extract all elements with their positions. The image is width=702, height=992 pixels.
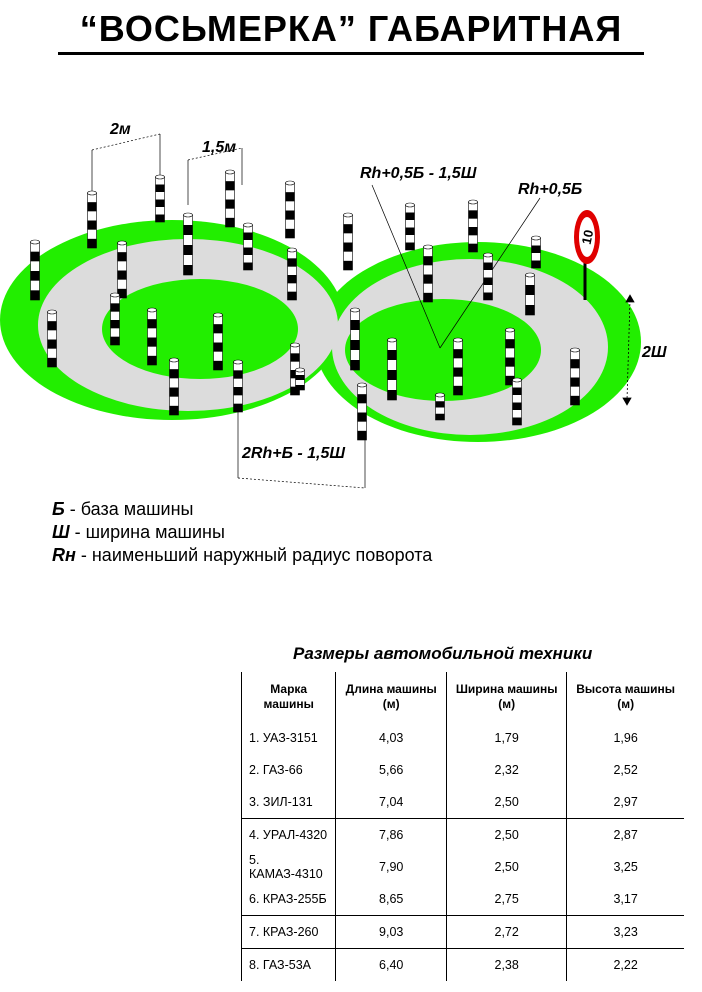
cell-height: 2,97	[567, 786, 684, 819]
dimension-center-distance	[238, 400, 365, 488]
cell-width: 2,38	[447, 949, 567, 982]
cell-height: 2,52	[567, 754, 684, 786]
legend-text: - база машины	[64, 499, 194, 519]
marker-pole	[111, 293, 120, 345]
cell-width: 1,79	[447, 722, 567, 754]
legend-item	[52, 498, 432, 521]
cell-length: 5,66	[336, 754, 447, 786]
marker-pole	[88, 191, 97, 248]
cell-name: 3. ЗИЛ-131	[242, 786, 336, 819]
marker-pole	[48, 310, 57, 367]
marker-pole	[513, 378, 522, 425]
marker-pole	[156, 175, 165, 222]
marker-pole	[469, 200, 478, 252]
cell-length: 6,40	[336, 949, 447, 982]
marker-pole	[31, 240, 40, 300]
cell-name: 8. ГАЗ-53А	[242, 949, 336, 982]
marker-pole	[526, 273, 535, 315]
cell-name: 7. КРАЗ-260	[242, 916, 336, 949]
marker-pole	[288, 248, 297, 300]
marker-pole	[388, 338, 397, 400]
cell-height: 3,23	[567, 916, 684, 949]
marker-pole	[170, 358, 179, 415]
cell-name: 4. УРАЛ-4320	[242, 819, 336, 852]
legend-text: - ширина машины	[69, 522, 225, 542]
cell-length: 8,65	[336, 883, 447, 916]
cell-length: 9,03	[336, 916, 447, 949]
table-row	[242, 883, 685, 916]
cell-height: 2,22	[567, 949, 684, 982]
label-center-distance: 2Rh+Б - 1,5Ш	[242, 445, 346, 462]
cell-width: 2,50	[447, 786, 567, 819]
marker-pole	[424, 245, 433, 302]
cell-height: 1,96	[567, 722, 684, 754]
vehicle-dimensions-table	[241, 672, 684, 981]
legend-text: - наименьший наружный радиус поворота	[75, 545, 433, 565]
marker-pole	[454, 338, 463, 395]
legend-item	[52, 521, 432, 544]
table-header-row	[242, 672, 685, 722]
dimension-2m	[92, 134, 160, 195]
legend-symbol: Б	[52, 499, 65, 519]
marker-pole	[358, 383, 367, 440]
legend	[52, 498, 432, 567]
label-outer-radius: Rh+0,5Б	[518, 181, 583, 198]
marker-pole	[406, 203, 415, 250]
label-pole-spacing-1-5m: 1,5м	[202, 139, 237, 156]
cell-width: 2,75	[447, 883, 567, 916]
marker-pole	[184, 213, 193, 275]
cell-length: 7,04	[336, 786, 447, 819]
table-row	[242, 949, 685, 982]
marker-pole	[286, 181, 295, 238]
table-row	[242, 722, 685, 754]
cell-length: 7,86	[336, 819, 447, 852]
cell-width: 2,72	[447, 916, 567, 949]
marker-pole	[244, 223, 253, 270]
marker-pole	[506, 328, 515, 385]
cell-width: 2,32	[447, 754, 567, 786]
table-header-cell: Высота машины (м)	[567, 672, 684, 722]
marker-pole	[214, 313, 223, 370]
marker-pole	[226, 170, 235, 227]
marker-pole	[436, 393, 445, 420]
marker-pole	[484, 253, 493, 300]
table-row	[242, 819, 685, 852]
marker-pole	[344, 213, 353, 270]
legend-symbol: Rн	[52, 545, 76, 565]
table-row	[242, 916, 685, 949]
label-inner-radius: Rh+0,5Б - 1,5Ш	[360, 165, 477, 182]
cell-name: 2. ГАЗ-66	[242, 754, 336, 786]
table-header-cell: Длина машины (м)	[336, 672, 447, 722]
marker-pole	[351, 308, 360, 370]
table-row	[242, 754, 685, 786]
left-inner-green-island	[102, 279, 298, 379]
table-title: Размеры автомобильной техники	[293, 644, 593, 663]
marker-pole	[234, 360, 243, 412]
marker-pole	[296, 368, 305, 390]
cell-length: 7,90	[336, 851, 447, 883]
cell-name: 6. КРАЗ-255Б	[242, 883, 336, 916]
marker-pole	[148, 308, 157, 365]
cell-name: 1. УАЗ-3151	[242, 722, 336, 754]
speed-limit-value: 10	[578, 228, 597, 246]
cell-width: 2,50	[447, 851, 567, 883]
cell-name: 5. КАМАЗ-4310	[242, 851, 336, 883]
label-pole-spacing-2m: 2м	[110, 121, 131, 138]
table-header-cell: Ширина машины (м)	[447, 672, 567, 722]
cell-width: 2,50	[447, 819, 567, 852]
label-track-width: 2Ш	[642, 344, 667, 361]
table-row	[242, 786, 685, 819]
table-header-cell: Марка машины	[242, 672, 336, 722]
marker-pole	[571, 348, 580, 405]
marker-pole	[532, 236, 541, 268]
cell-height: 3,25	[567, 851, 684, 883]
marker-pole	[118, 241, 127, 298]
cell-height: 2,87	[567, 819, 684, 852]
legend-item	[52, 544, 432, 567]
cell-height: 3,17	[567, 883, 684, 916]
cell-length: 4,03	[336, 722, 447, 754]
page-title: “ВОСЬМЕРКА” ГАБАРИТНАЯ	[79, 8, 623, 49]
table-row	[242, 851, 685, 883]
legend-symbol: Ш	[52, 522, 70, 542]
